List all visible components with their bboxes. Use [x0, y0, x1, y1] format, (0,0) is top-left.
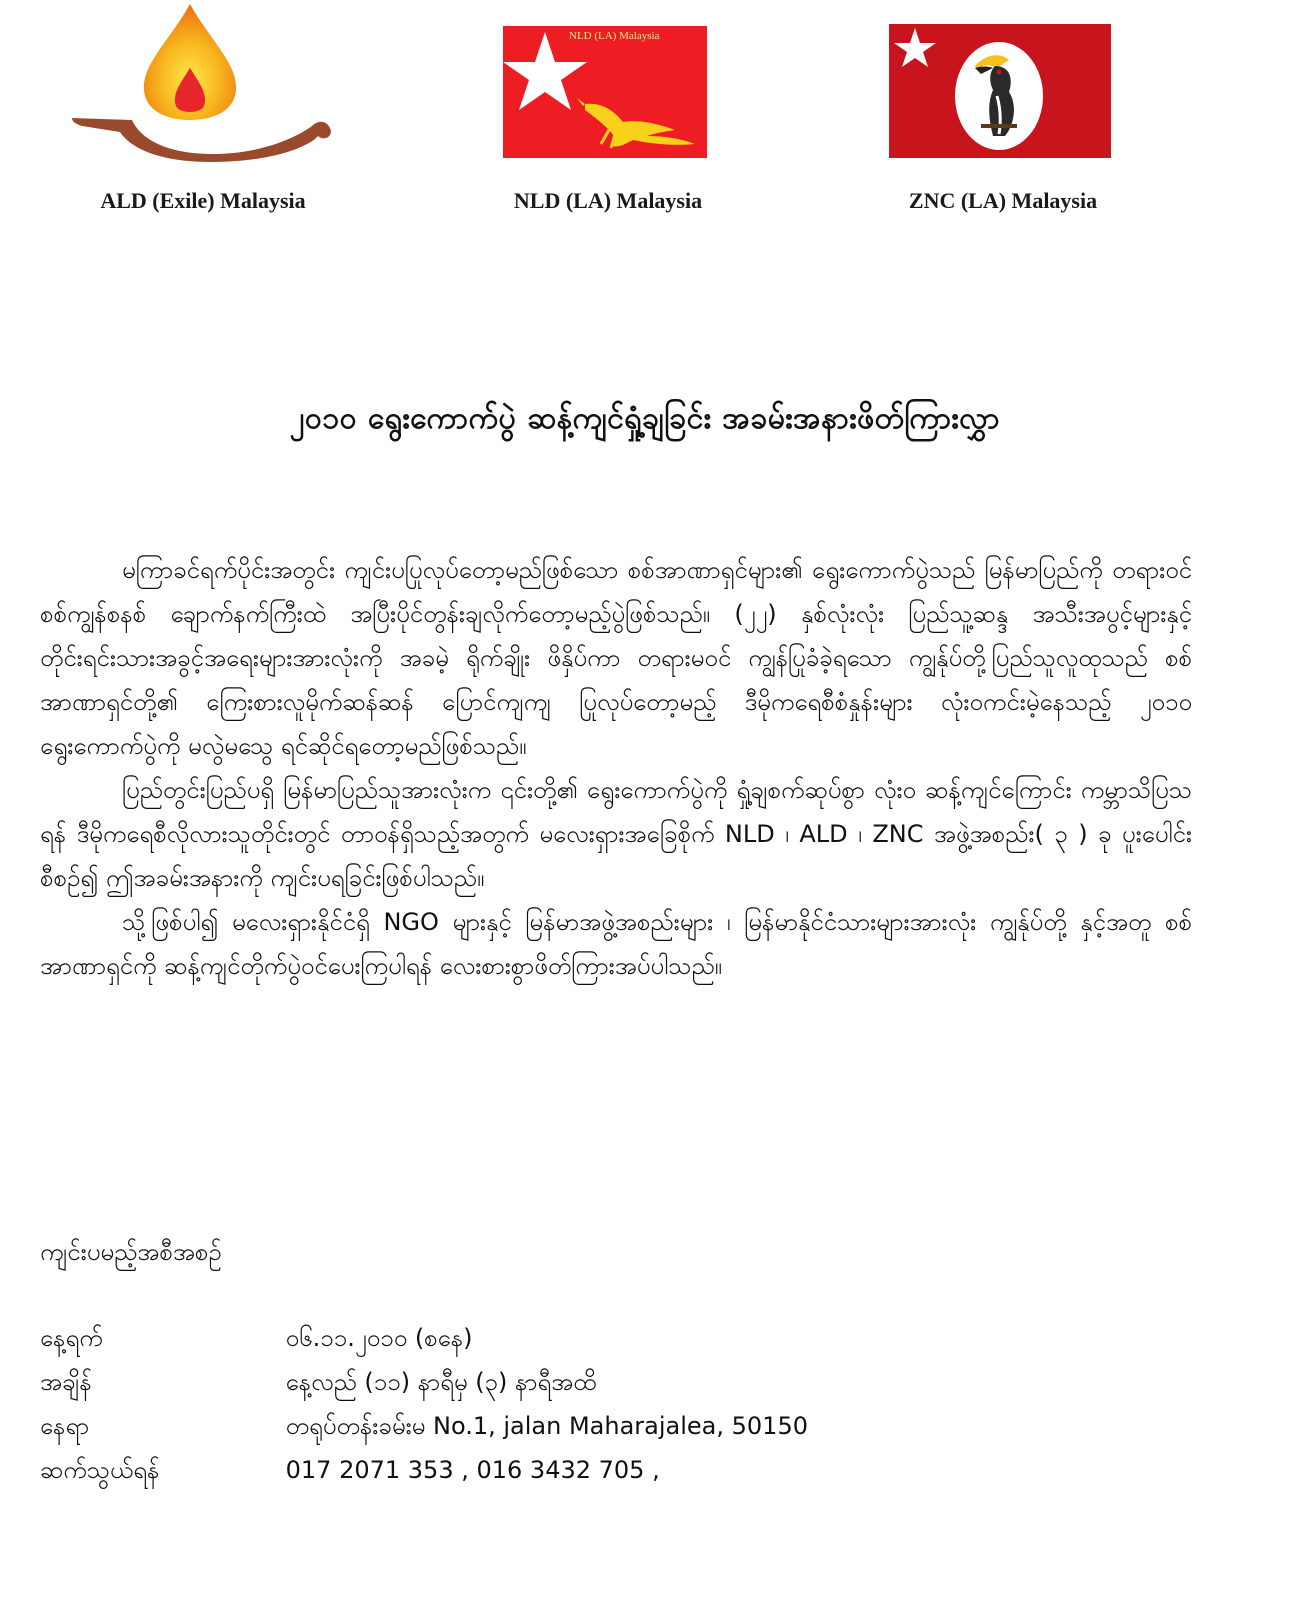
- detail-value: တရုပ်တန်းခမ်းမ No.1, jalan Maharajalea, 50150: [285, 1412, 808, 1440]
- detail-contact: [40, 1454, 660, 1490]
- paragraph-1: မကြာခင်ရက်ပိုင်းအတွင်း ကျင်းပပြုလုပ်တော့မည်ဖြစ်သော စစ်အာဏာရှင်များ၏ ရွေးကောက်ပွဲသည် မြန်မာပြည်ကို တရားဝင်စစ်ကျွန်စနစ် ချောက်နက်ကြီးထဲ အပြီးပိုင်တွန်းချလိုက်တော့မည့်ပွဲဖြစ်သည်။ (၂၂) နှစ်လုံးလုံး ပြည်သူ့ဆန္ဒ အသီးအပွင့်များနှင့် တိုင်းရင်းသားအခွင့်အရေးများအားလုံးကို အခမဲ့ ရိုက်ချိုး ဖိနှိပ်ကာ တရားမဝင် ကျွန်ပြုခံခဲ့ရသော ကျွန်ုပ်တို့ပြည်သူလူထုသည် စစ်အာဏာရှင်တို့၏ ကြေးစားလူမိုက်ဆန်ဆန် ပြောင်ကျကျ ပြုလုပ်တော့မည့် ဒီမိုကရေစီစံနှုန်းများ လုံးဝကင်းမဲ့နေသည့် ၂၀၁၀ ရွေးကောက်ပွဲကို မလွဲမသွေ ရင်ဆိုင်ရတော့မည်ဖြစ်သည်။: [40, 556, 1192, 760]
- znc-flag: [889, 24, 1111, 158]
- ald-caption: ALD (Exile) Malaysia: [100, 188, 306, 213]
- detail-label: နေရာ: [40, 1412, 90, 1440]
- nld-flag: [503, 26, 707, 158]
- detail-value: 017 2071 353 , 016 3432 705 ,: [285, 1456, 660, 1484]
- page-title: ၂၀၁၀ ရွေးကောက်ပွဲ ဆန့်ကျင်ရှုံ့ချခြင်း အခမ်းအနားဖိတ်ကြားလွှာ: [289, 401, 1001, 436]
- detail-label: နေ့ရက်: [40, 1324, 103, 1352]
- ald-logo: [72, 2, 334, 162]
- detail-value: ၀၆.၁၁.၂၀၁၀ (စနေ): [285, 1324, 473, 1352]
- program-heading: ကျင်းပမည့်အစီအစဉ်: [40, 1238, 222, 1266]
- detail-venue: [40, 1410, 808, 1446]
- detail-label: အချိန်: [40, 1368, 92, 1396]
- oil-lamp-icon: [72, 2, 334, 162]
- nld-caption: NLD (LA) Malaysia: [513, 188, 703, 213]
- paragraph-2: ပြည်တွင်းပြည်ပရှိ မြန်မာပြည်သူအားလုံးက ၎င်းတို့၏ ရွေးကောက်ပွဲကို ရှုံ့ချစက်ဆုပ်စွာ လုံးဝ ဆန့်ကျင်ကြောင်း ကမ္ဘာသိပြသရန် ဒီမိုကရေစီလိုလားသူတိုင်းတွင် တာဝန်ရှိသည့်အတွက် မလေးရှားအခြေစိုက် NLD ၊ ALD ၊ ZNC အဖွဲ့အစည်း( ၃ ) ခု ပူးပေါင်းစီစဉ်၍ ဤအခမ်းအနားကို ကျင်းပရခြင်းဖြစ်ပါသည်။: [40, 776, 1192, 892]
- detail-time: [40, 1366, 596, 1402]
- invitation-body: [40, 548, 1192, 988]
- nld-flag-text: NLD (LA) Malaysia: [569, 30, 660, 42]
- detail-date: [40, 1322, 473, 1358]
- nld-flag-icon: [503, 26, 707, 158]
- detail-value: နေ့လည် (၁၁) နာရီမှ (၃) နာရီအထိ: [285, 1368, 597, 1396]
- fighting-peacock-icon: [577, 98, 695, 148]
- znc-flag-icon: [889, 24, 1111, 158]
- detail-label: ဆက်သွယ်ရန်: [40, 1456, 160, 1484]
- paragraph-3: သို့ဖြစ်ပါ၍ မလေးရှားနိုင်ငံရှိ NGO များနှင့် မြန်မာအဖွဲ့အစည်းများ ၊ မြန်မာနိုင်ငံသားများအားလုံး ကျွန်ုပ်တို့ နှင့်အတူ စစ်အာဏာရှင်ကို ဆန့်ကျင်တိုက်ပွဲဝင်ပေးကြပါရန် လေးစားစွာဖိတ်ကြားအပ်ပါသည်။: [40, 908, 1193, 980]
- znc-caption: ZNC (LA) Malaysia: [908, 188, 1098, 213]
